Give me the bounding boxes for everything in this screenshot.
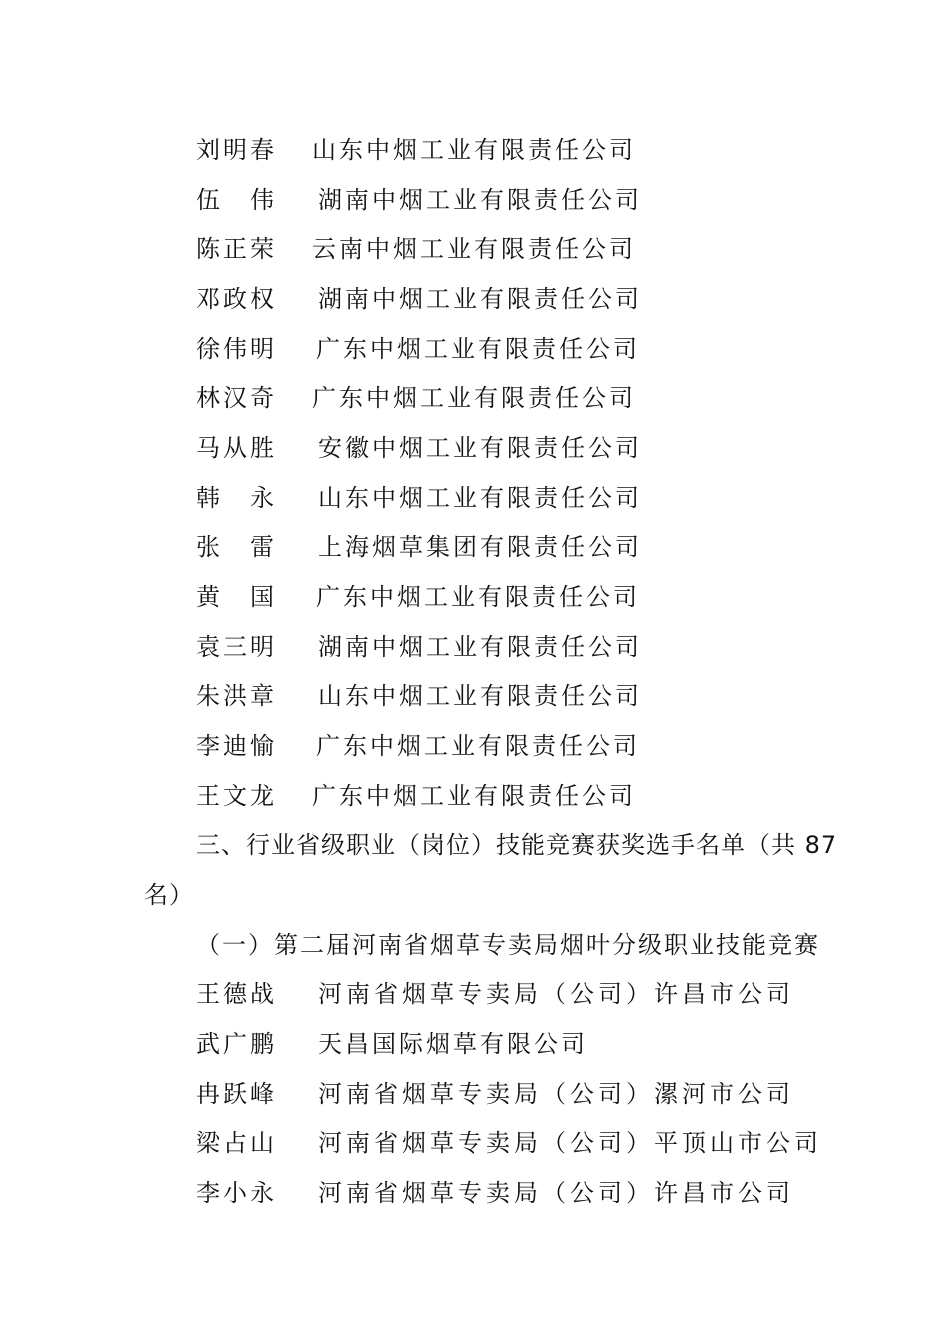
- organization: 河南省烟草专卖局（公司）许昌市公司: [318, 1179, 794, 1207]
- organization: 广东中烟工业有限责任公司: [316, 732, 640, 760]
- organization: 云南中烟工业有限责任公司: [312, 235, 636, 263]
- organization: 湖南中烟工业有限责任公司: [318, 633, 642, 661]
- person-name: 陈正荣: [196, 235, 277, 263]
- person-name: 冉跃峰: [196, 1080, 277, 1108]
- organization: 河南省烟草专卖局（公司）平顶山市公司: [318, 1129, 822, 1157]
- organization: 山东中烟工业有限责任公司: [312, 136, 636, 164]
- section-heading: 三、行业省级职业（岗位）技能竞赛获奖选手名单（共 87: [196, 831, 838, 859]
- person-name: 王文龙: [196, 782, 277, 810]
- organization: 湖南中烟工业有限责任公司: [318, 186, 642, 214]
- person-name: 王德战: [196, 980, 277, 1008]
- person-name: 伍 伟: [196, 186, 277, 214]
- organization: 湖南中烟工业有限责任公司: [318, 285, 642, 313]
- person-name: 林汉奇: [196, 384, 277, 412]
- organization: 河南省烟草专卖局（公司）漯河市公司: [318, 1080, 794, 1108]
- person-name: 韩 永: [196, 484, 277, 512]
- organization: 广东中烟工业有限责任公司: [312, 782, 636, 810]
- section-heading-continued: 名）: [144, 881, 194, 909]
- person-name: 马从胜: [196, 434, 277, 462]
- person-name: 武广鹏: [196, 1030, 277, 1058]
- person-name: 张 雷: [196, 533, 277, 561]
- organization: 广东中烟工业有限责任公司: [312, 384, 636, 412]
- person-name: 朱洪章: [196, 682, 277, 710]
- organization: 山东中烟工业有限责任公司: [318, 682, 642, 710]
- person-name: 徐伟明: [196, 335, 277, 363]
- organization: 广东中烟工业有限责任公司: [316, 583, 640, 611]
- organization: 天昌国际烟草有限公司: [318, 1030, 588, 1058]
- person-name: 袁三明: [196, 633, 277, 661]
- organization: 河南省烟草专卖局（公司）许昌市公司: [318, 980, 794, 1008]
- subsection-title: （一）第二届河南省烟草专卖局烟叶分级职业技能竞赛: [196, 931, 820, 959]
- organization: 安徽中烟工业有限责任公司: [318, 434, 642, 462]
- person-name: 梁占山: [196, 1129, 277, 1157]
- person-name: 黄 国: [196, 583, 277, 611]
- person-name: 邓政权: [196, 285, 277, 313]
- person-name: 李小永: [196, 1179, 277, 1207]
- person-name: 李迪愉: [196, 732, 277, 760]
- person-name: 刘明春: [196, 136, 277, 164]
- organization: 山东中烟工业有限责任公司: [318, 484, 642, 512]
- organization: 上海烟草集团有限责任公司: [318, 533, 642, 561]
- organization: 广东中烟工业有限责任公司: [316, 335, 640, 363]
